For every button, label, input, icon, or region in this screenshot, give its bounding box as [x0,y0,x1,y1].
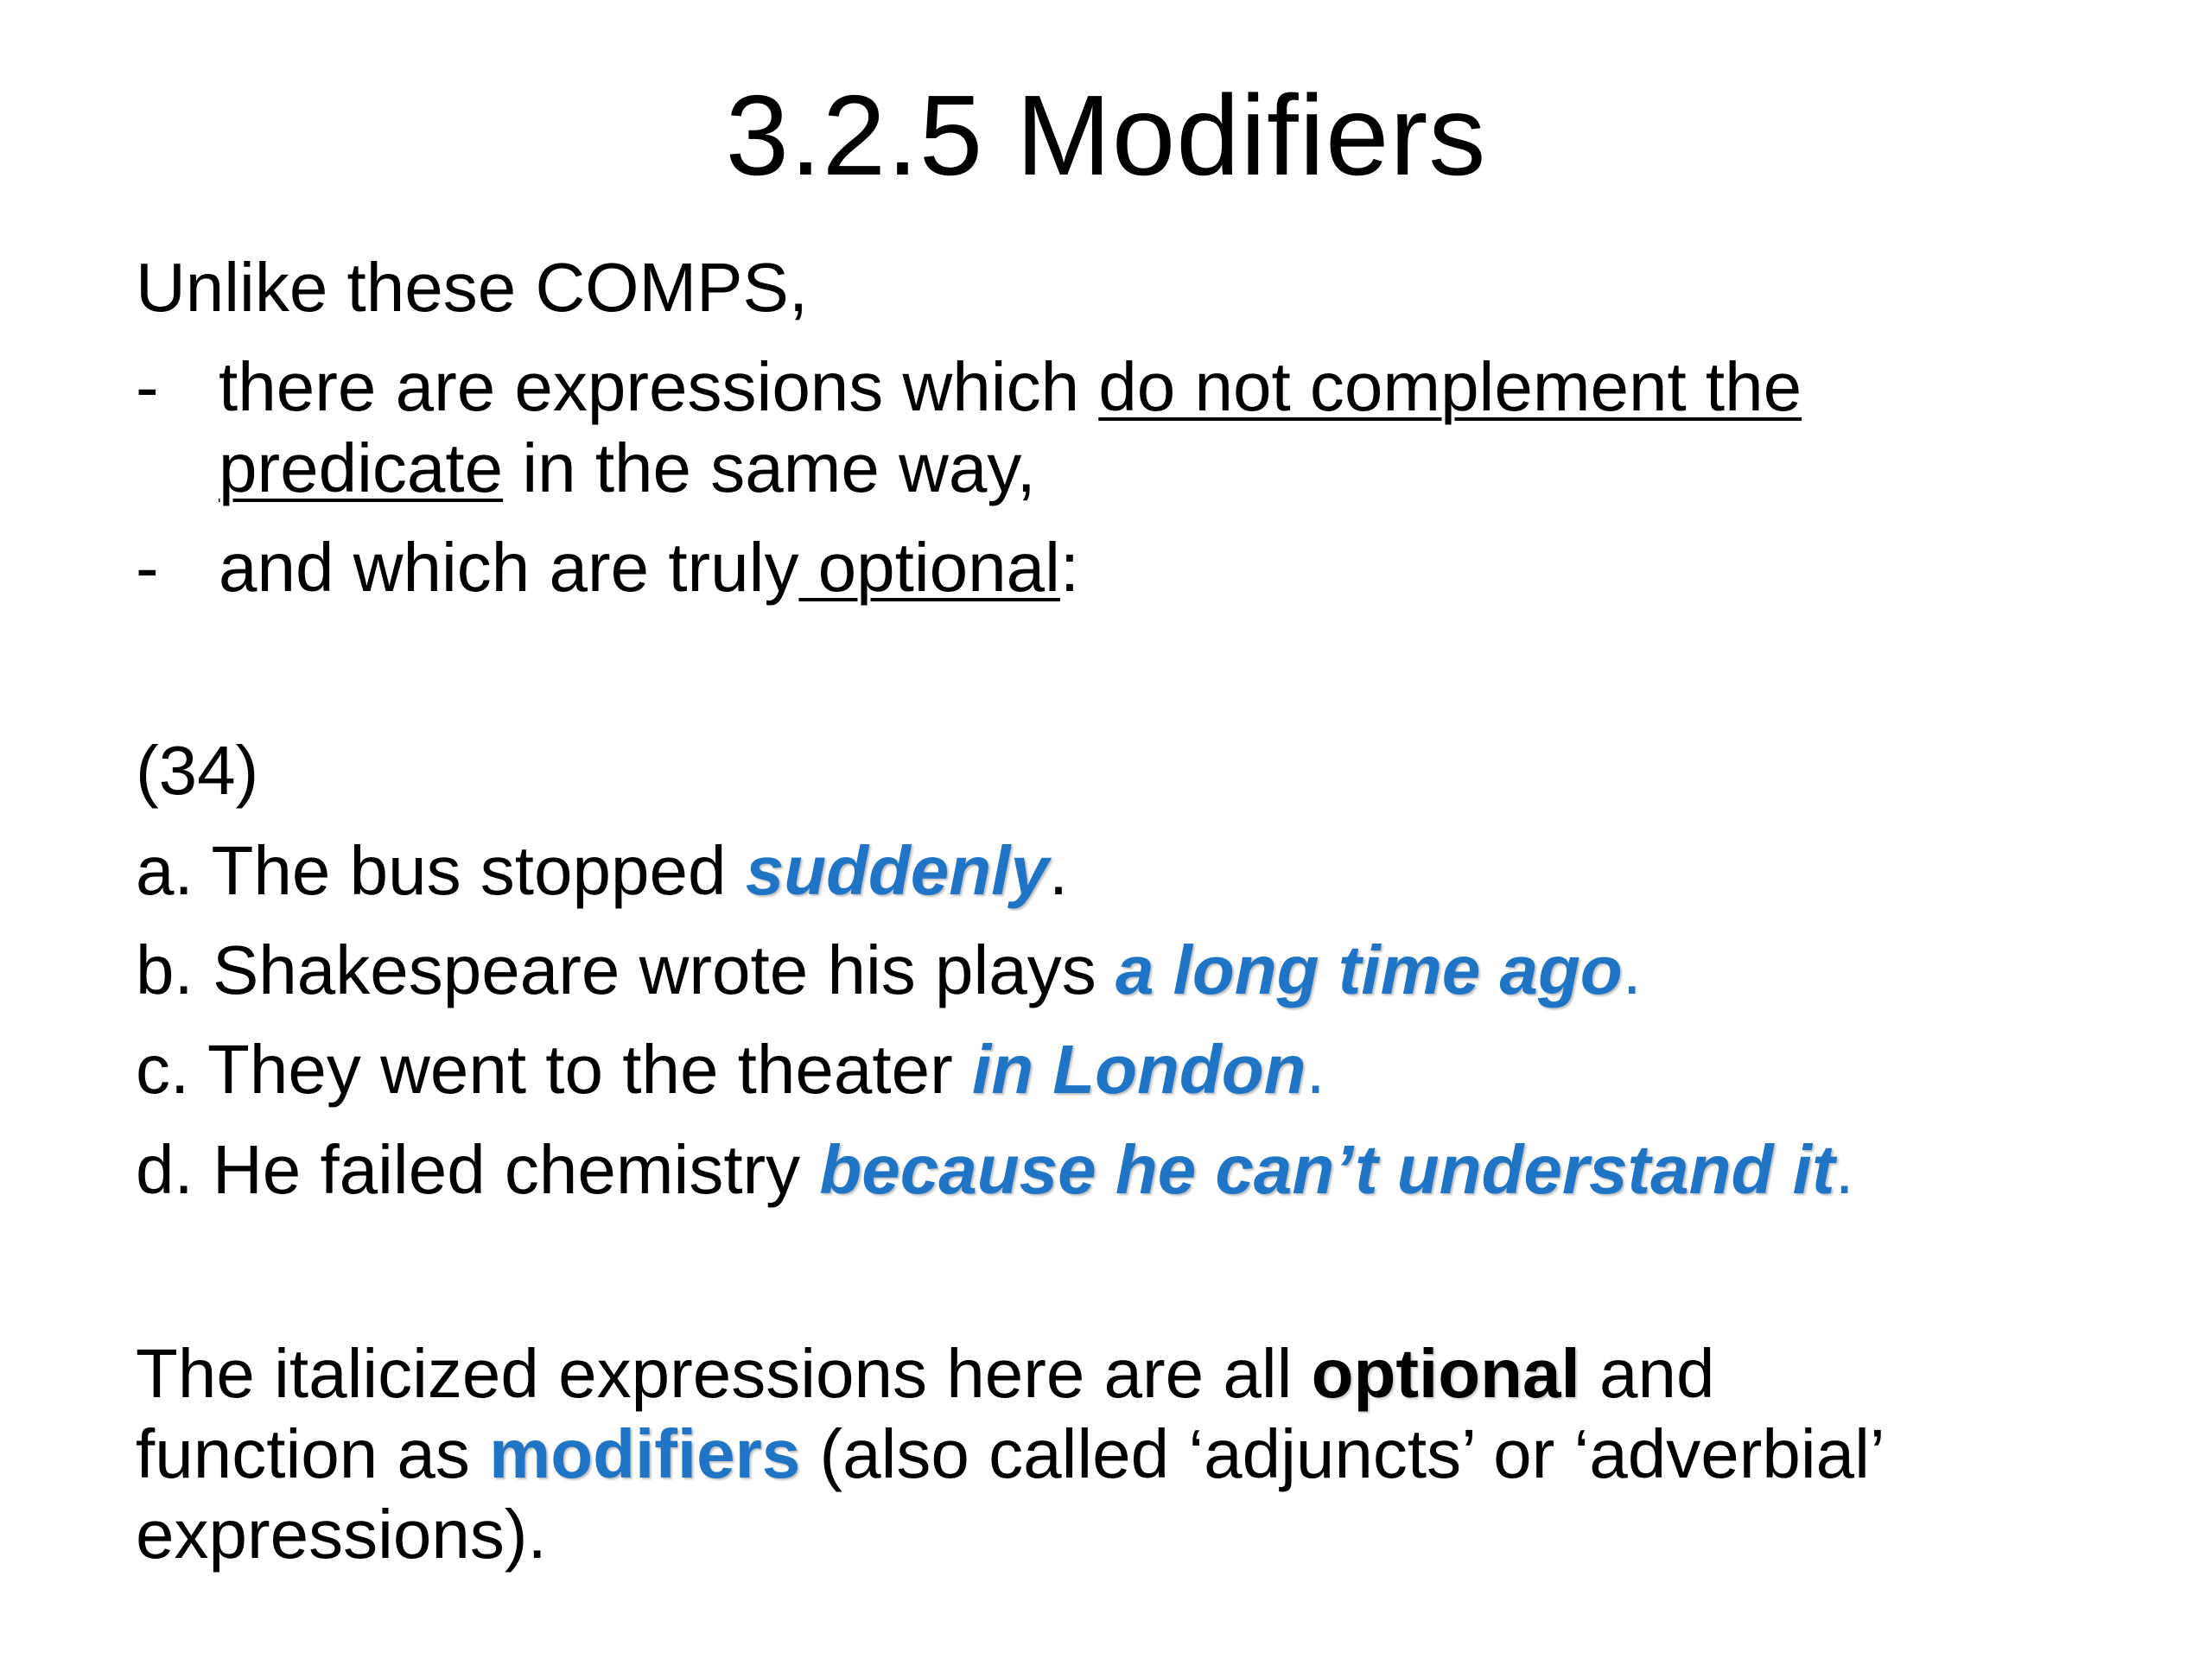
bullet-text-pre: and which are truly [219,529,799,606]
example-b [136,931,2123,1010]
intro-line: Unlike these COMPS, [136,249,809,326]
example-end: . [1306,1031,1325,1108]
conclusion-text: function as [136,1415,490,1492]
example-a [136,831,2123,911]
conclusion-line-2 [136,1414,2123,1494]
bold-term-optional: optional [1311,1335,1580,1412]
example-highlight: suddenly [745,832,1049,909]
bullet-text-post: in the same way, [503,429,1036,506]
bullet-dash: - [136,529,159,606]
underlined-phrase: predicate [219,429,504,506]
bullet-text-line-2 [219,429,2120,508]
example-highlight: in London [971,1031,1306,1108]
example-prefix: b. Shakespeare wrote his plays [136,931,1116,1008]
example-prefix: d. He failed chemistry [136,1131,820,1208]
conclusion-text: (also called ‘adjuncts’ or ‘adverbial’ [800,1415,1885,1492]
example-prefix: c. They went to the theater [136,1031,972,1108]
example-highlight: a long time ago [1115,931,1623,1008]
bold-term-modifiers: modifiers [489,1415,801,1492]
example-number: (34) [136,732,259,809]
example-d [136,1130,2123,1210]
example-end: . [1048,832,1069,909]
example-end: . [1622,931,1642,1008]
example-c [136,1030,2123,1109]
bullet-text-line-1 [219,528,2120,607]
bullet-dash: - [136,348,159,425]
example-end: . [1834,1131,1854,1208]
conclusion-line-3: expressions). [136,1496,547,1573]
slide-title: 3.2.5 Modifiers [725,72,1487,199]
bullet-text-line-1 [219,347,2120,427]
underlined-phrase: do not complement the [1098,348,1802,425]
underlined-phrase: optional [798,529,1060,606]
example-highlight: because he can’t understand it [819,1131,1835,1208]
conclusion-line-1 [136,1334,2123,1414]
conclusion-text: and [1580,1335,1715,1412]
bullet-text-post: : [1059,529,1080,606]
conclusion-text: The italicized expressions here are all [136,1335,1312,1412]
bullet-text-pre: there are expressions which [219,348,1099,425]
example-prefix: a. The bus stopped [136,832,746,909]
